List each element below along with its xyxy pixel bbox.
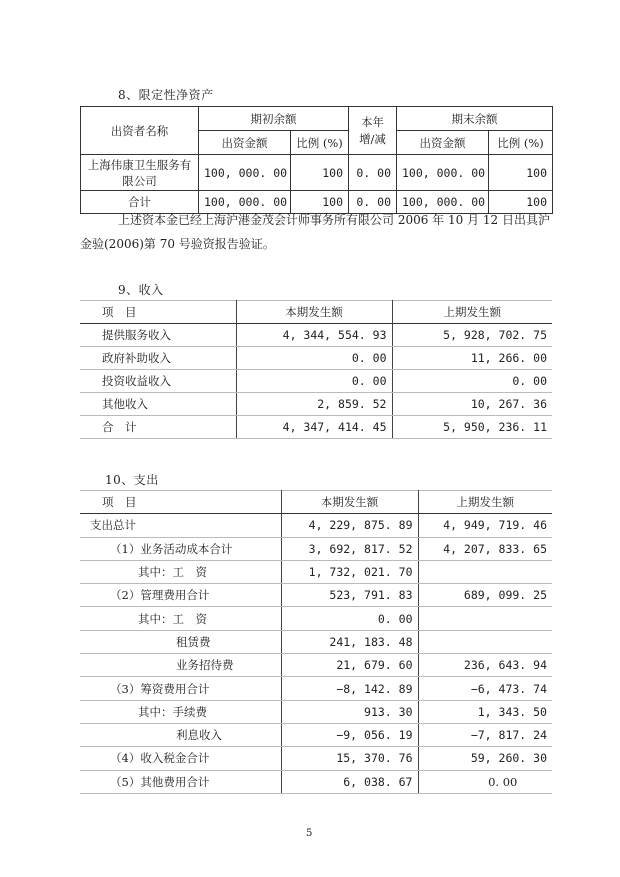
previous-amount xyxy=(418,630,552,653)
table-header-row xyxy=(80,491,552,514)
col-opening-ratio: 比例 (%) xyxy=(291,131,349,155)
previous-amount: −6, 473. 74 xyxy=(418,677,552,700)
col-closing-ratio: 比例 (%) xyxy=(489,131,553,155)
opening-amount: 100, 000. 00 xyxy=(199,155,291,191)
current-amount: 523, 791. 83 xyxy=(281,584,418,607)
col-opening-balance: 期初余额 xyxy=(199,107,349,131)
table-row-total xyxy=(80,416,552,439)
col-closing-balance: 期末余额 xyxy=(397,107,553,131)
col-opening-amount: 出资金额 xyxy=(199,131,291,155)
previous-amount: 4, 949, 719. 46 xyxy=(418,514,552,537)
col-item: 项 目 xyxy=(80,301,236,324)
col-closing-amount: 出资金额 xyxy=(397,131,489,155)
item: 其中：工 资 xyxy=(80,560,281,583)
table-row xyxy=(80,584,552,607)
item: 其中：工 资 xyxy=(80,607,281,630)
table-row xyxy=(80,370,552,393)
closing-amount: 100, 000. 00 xyxy=(397,155,489,191)
previous-amount: 0. 00 xyxy=(392,370,552,393)
opening-amount: 100, 000. 00 xyxy=(199,191,291,214)
capital-verification-note xyxy=(80,208,560,256)
item: 投资收益收入 xyxy=(80,370,236,393)
current-amount: 4, 229, 875. 89 xyxy=(281,514,418,537)
current-amount: 0. 00 xyxy=(236,370,392,393)
item: 支出总计 xyxy=(80,514,281,537)
item: 其他收入 xyxy=(80,393,236,416)
table-row xyxy=(80,677,552,700)
table-row xyxy=(80,393,552,416)
opening-ratio: 100 xyxy=(291,155,349,191)
opening-ratio: 100 xyxy=(291,191,349,214)
previous-amount: 10, 267. 36 xyxy=(392,393,552,416)
item: （1）业务活动成本合计 xyxy=(80,537,281,560)
col-previous: 上期发生额 xyxy=(392,301,552,324)
col-item: 项 目 xyxy=(80,491,281,514)
current-amount: 15, 370. 76 xyxy=(281,747,418,770)
table-row xyxy=(80,700,552,723)
previous-amount: 0. 00 xyxy=(418,770,552,793)
col-previous: 上期发生额 xyxy=(418,491,552,514)
previous-amount: 4, 207, 833. 65 xyxy=(418,537,552,560)
current-amount: −8, 142. 89 xyxy=(281,677,418,700)
previous-amount: 689, 099. 25 xyxy=(418,584,552,607)
current-amount: 6, 038. 67 xyxy=(281,770,418,793)
table-row xyxy=(80,347,552,370)
previous-amount: 59, 260. 30 xyxy=(418,747,552,770)
item: 租赁费 xyxy=(80,630,281,653)
expenditure-table xyxy=(80,490,552,794)
table-row xyxy=(80,560,552,583)
current-amount: 4, 347, 414. 45 xyxy=(236,416,392,439)
item: 其中：手续费 xyxy=(80,700,281,723)
table-row xyxy=(80,324,552,347)
current-amount: 21, 679. 60 xyxy=(281,654,418,677)
col-current: 本期发生额 xyxy=(236,301,392,324)
previous-amount: 5, 950, 236. 11 xyxy=(392,416,552,439)
previous-amount: 11, 266. 00 xyxy=(392,347,552,370)
col-investor-name: 出资者名称 xyxy=(81,107,199,155)
current-amount: 1, 732, 021. 70 xyxy=(281,560,418,583)
current-amount: 913. 30 xyxy=(281,700,418,723)
note-line-1: 上述资本金已经上海沪港金茂会计师事务所有限公司 2006 年 10 月 12 日出具沪 xyxy=(118,213,550,227)
item: 业务招待费 xyxy=(80,654,281,677)
table-row xyxy=(81,155,553,191)
item: （4）收入税金合计 xyxy=(80,747,281,770)
item: （2）管理费用合计 xyxy=(80,584,281,607)
col-year-change: 本年增/减 xyxy=(349,107,397,155)
table-row xyxy=(80,514,552,537)
current-amount: −9, 056. 19 xyxy=(281,723,418,746)
investor-name: 上海伟康卫生服务有限公司 xyxy=(81,155,199,191)
closing-ratio: 100 xyxy=(489,191,553,214)
current-amount: 0. 00 xyxy=(236,347,392,370)
previous-amount xyxy=(418,607,552,630)
closing-amount: 100, 000. 00 xyxy=(397,191,489,214)
previous-amount: 1, 343. 50 xyxy=(418,700,552,723)
restricted-net-assets-table xyxy=(80,106,553,214)
table-row xyxy=(80,537,552,560)
item: （3）筹资费用合计 xyxy=(80,677,281,700)
current-amount: 241, 183. 48 xyxy=(281,630,418,653)
closing-ratio: 100 xyxy=(489,155,553,191)
previous-amount: −7, 817. 24 xyxy=(418,723,552,746)
year-change: 0. 00 xyxy=(349,155,397,191)
total-label: 合计 xyxy=(81,191,199,214)
table-row xyxy=(80,630,552,653)
table-row xyxy=(80,770,552,793)
item: （5）其他费用合计 xyxy=(80,770,281,793)
item: 提供服务收入 xyxy=(80,324,236,347)
note-line-2: 金验(2006)第 70 号验资报告验证。 xyxy=(80,237,275,251)
previous-amount xyxy=(418,560,552,583)
year-change: 0. 00 xyxy=(349,191,397,214)
table-row xyxy=(80,723,552,746)
current-amount: 2, 859. 52 xyxy=(236,393,392,416)
section-10-heading: 10、支出 xyxy=(105,473,159,487)
item: 合 计 xyxy=(80,416,236,439)
current-amount: 0. 00 xyxy=(281,607,418,630)
col-current: 本期发生额 xyxy=(281,491,418,514)
current-amount: 4, 344, 554. 93 xyxy=(236,324,392,347)
item: 政府补助收入 xyxy=(80,347,236,370)
previous-amount: 5, 928, 702. 75 xyxy=(392,324,552,347)
page-number: 5 xyxy=(306,828,313,839)
section-9-heading: 9、收入 xyxy=(118,283,164,297)
table-row xyxy=(80,747,552,770)
section-8-heading: 8、限定性净资产 xyxy=(118,88,214,102)
table-row xyxy=(80,654,552,677)
current-amount: 3, 692, 817. 52 xyxy=(281,537,418,560)
table-row xyxy=(80,607,552,630)
previous-amount: 236, 643. 94 xyxy=(418,654,552,677)
table-header-row xyxy=(80,301,552,324)
item: 利息收入 xyxy=(80,723,281,746)
income-table xyxy=(80,300,552,439)
